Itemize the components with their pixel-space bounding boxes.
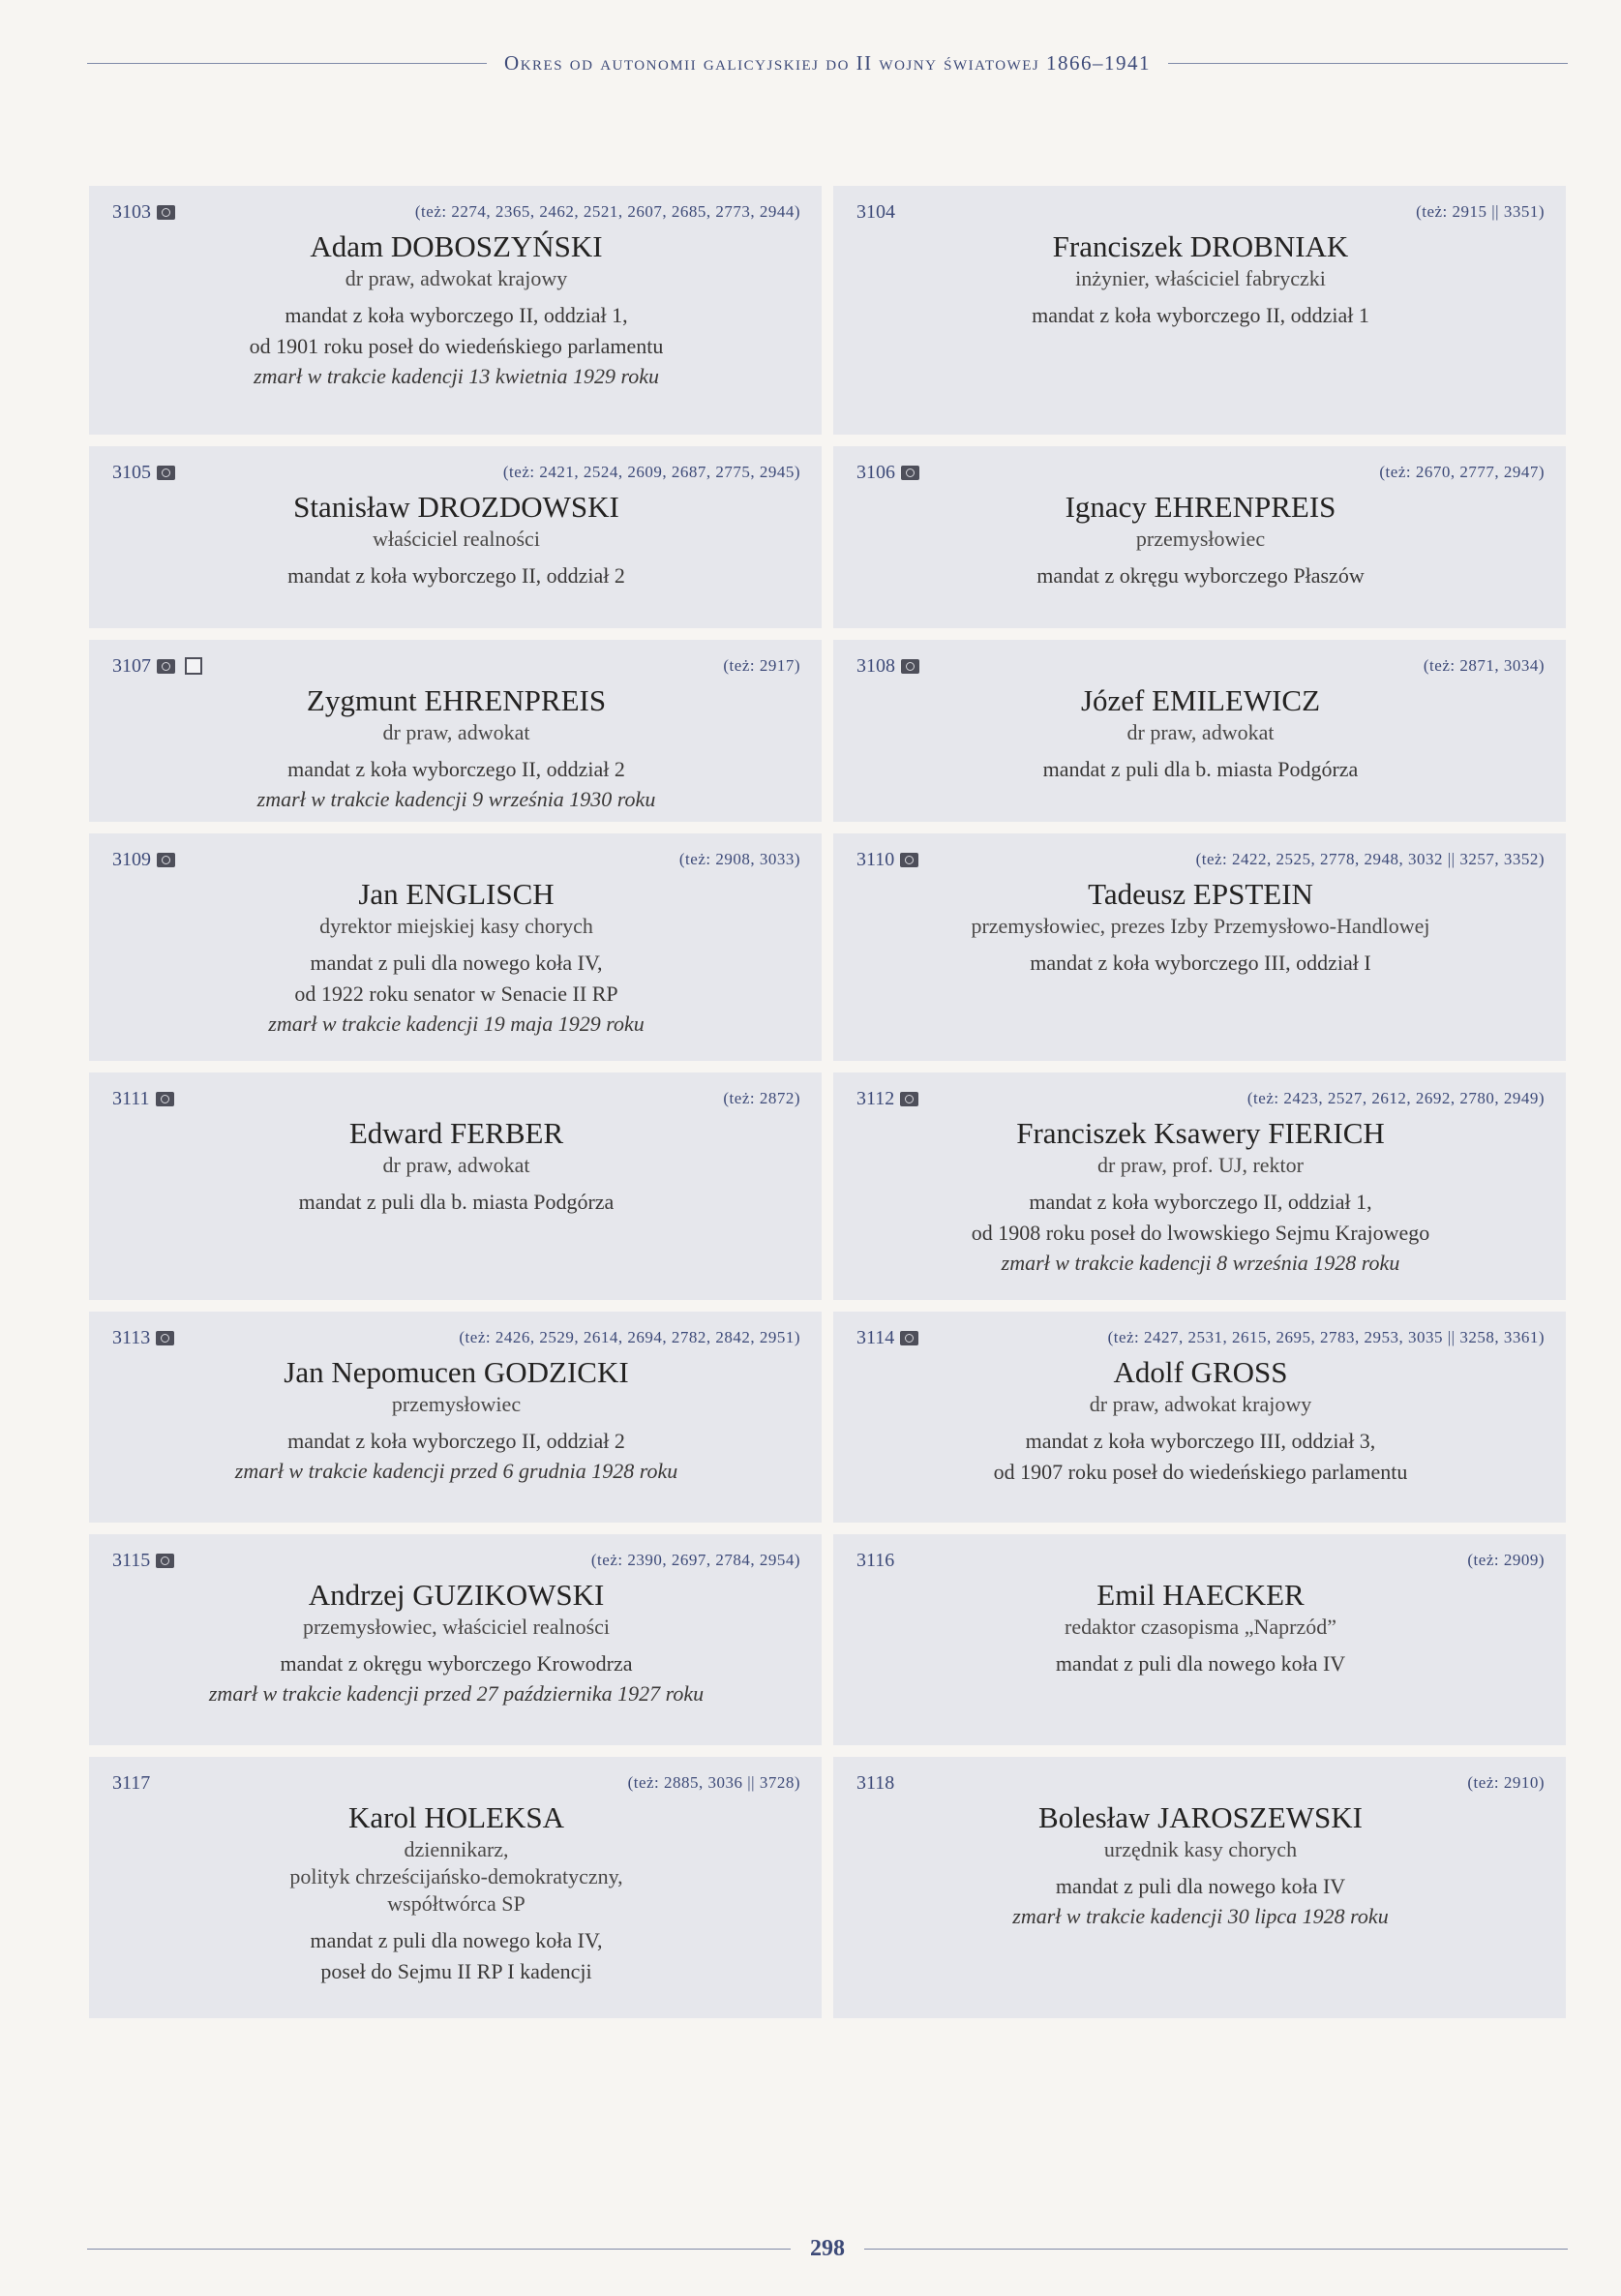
- mandate-block: [112, 1925, 800, 1987]
- entry-number-group: [112, 1327, 174, 1349]
- cross-reference: (też: 2427, 2531, 2615, 2695, 2783, 2953, 3035 || 3258, 3361): [1107, 1328, 1545, 1346]
- page-header: [87, 46, 1568, 79]
- entry-header: [856, 460, 1545, 485]
- entry-card: [89, 1534, 822, 1745]
- person-role: dr praw, adwokat krajowy: [345, 266, 568, 290]
- mandate-line: mandat z koła wyborczego II, oddział 1,: [285, 303, 628, 327]
- person-name: Stanisław DROZDOWSKI: [293, 490, 619, 524]
- person-role: urzędnik kasy chorych: [1103, 1837, 1298, 1861]
- person-role: redaktor czasopisma „Naprzód”: [1065, 1615, 1336, 1639]
- person-role: dr praw, adwokat: [382, 1153, 530, 1177]
- entry-number-group: [112, 849, 175, 871]
- death-note: zmarł w trakcie kadencji 9 września 1930 roku: [256, 787, 656, 811]
- entry-card: [833, 446, 1566, 628]
- entry-number-group: [112, 462, 175, 484]
- entry-body: [112, 1115, 800, 1218]
- entry-header: [112, 653, 800, 679]
- entry-body: [112, 1799, 800, 1987]
- entry-card: [89, 833, 822, 1061]
- entry-number: 3112: [856, 1087, 895, 1109]
- person-role: dziennikarz,: [404, 1837, 509, 1861]
- entry-header: [112, 1086, 800, 1111]
- entry-header: [856, 1548, 1545, 1573]
- entry-number: 3113: [112, 1326, 151, 1348]
- entry-number: 3114: [856, 1326, 895, 1348]
- entry-body: [856, 1115, 1545, 1278]
- entry-body: [112, 682, 800, 814]
- entry-header: [856, 199, 1545, 225]
- person-role: polityk chrześcijańsko-demokratyczny,: [289, 1864, 623, 1888]
- entry-number: 3111: [112, 1087, 150, 1109]
- footer-rule-left: [87, 2249, 791, 2250]
- person-name: Andrzej GUZIKOWSKI: [308, 1578, 605, 1612]
- camera-icon: [901, 466, 919, 480]
- death-note: zmarł w trakcie kadencji 19 maja 1929 roku: [268, 1012, 645, 1036]
- entry-body: [856, 1354, 1545, 1488]
- entry-number: 3117: [112, 1771, 151, 1794]
- entry-number: 3107: [112, 654, 151, 677]
- person-name: Karol HOLEKSA: [348, 1800, 564, 1834]
- entry-body: [856, 876, 1545, 979]
- entry-body: [112, 489, 800, 591]
- entry-number: 3106: [856, 461, 895, 483]
- mandate-line: mandat z koła wyborczego III, oddział 3,: [1025, 1429, 1376, 1453]
- cross-reference: (też: 2910): [1467, 1773, 1545, 1792]
- entry-body: [112, 876, 800, 1039]
- entry-card: [833, 1757, 1566, 2018]
- death-note: zmarł w trakcie kadencji 30 lipca 1928 roku: [1012, 1904, 1389, 1928]
- page-number: 298: [810, 2235, 845, 2261]
- entry-header: [856, 1086, 1545, 1111]
- entry-card: [89, 1312, 822, 1523]
- entry-header: [856, 1770, 1545, 1796]
- person-role: współtwórca SP: [387, 1891, 525, 1916]
- entry-number: 3109: [112, 848, 151, 870]
- camera-icon: [157, 466, 175, 480]
- cross-reference: (też: 2915 || 3351): [1416, 202, 1545, 221]
- person-role: dr praw, adwokat: [1126, 720, 1275, 744]
- page-footer: [87, 2232, 1568, 2265]
- entry-card: [89, 1072, 822, 1300]
- entry-header: [112, 460, 800, 485]
- mandate-line: mandat z koła wyborczego II, oddział 1: [1032, 303, 1369, 327]
- mandate-block: [856, 754, 1545, 785]
- entry-number: 3103: [112, 200, 151, 223]
- camera-icon: [156, 1554, 174, 1568]
- person-name: Adolf GROSS: [1113, 1355, 1288, 1389]
- entry-card: [89, 1757, 822, 2018]
- cross-reference: (też: 2909): [1467, 1551, 1545, 1569]
- person-name: Ignacy EHRENPREIS: [1065, 490, 1336, 524]
- person-name: Franciszek Ksawery FIERICH: [1016, 1116, 1385, 1150]
- entry-number-group: [112, 1088, 174, 1110]
- mandate-block: [856, 300, 1545, 331]
- death-note: zmarł w trakcie kadencji 8 września 1928 roku: [1001, 1251, 1400, 1275]
- entry-number-group: [856, 1550, 894, 1572]
- cross-reference: (też: 2426, 2529, 2614, 2694, 2782, 2842, 2951): [459, 1328, 800, 1346]
- camera-icon: [157, 205, 175, 220]
- camera-icon: [156, 1092, 174, 1106]
- camera-icon: [900, 853, 918, 867]
- person-name: Bolesław JAROSZEWSKI: [1038, 1800, 1363, 1834]
- cross-reference: (też: 2908, 3033): [678, 850, 800, 868]
- death-note: zmarł w trakcie kadencji przed 27 października 1927 roku: [208, 1681, 705, 1706]
- mandate-line: mandat z koła wyborczego II, oddział 1,: [1029, 1190, 1372, 1214]
- entry-header: [112, 1548, 800, 1573]
- entry-header: [856, 847, 1545, 872]
- person-role: przemysłowiec, prezes Izby Przemysłowo-Handlowej: [971, 914, 1430, 938]
- mandate-block: [112, 754, 800, 785]
- mandate-line: mandat z puli dla nowego koła IV: [1055, 1651, 1346, 1676]
- cross-reference: (też: 2421, 2524, 2609, 2687, 2775, 2945): [502, 463, 800, 481]
- mandate-line: mandat z okręgu wyborczego Krowodrza: [280, 1651, 633, 1676]
- entry-header: [112, 199, 800, 225]
- camera-icon: [901, 659, 919, 674]
- mandate-line: mandat z koła wyborczego III, oddział I: [1030, 951, 1371, 975]
- person-name: Jan Nepomucen GODZICKI: [284, 1355, 629, 1389]
- entry-number: 3110: [856, 848, 895, 870]
- cross-reference: (też: 2872): [723, 1089, 800, 1107]
- person-role: dr praw, adwokat krajowy: [1089, 1392, 1312, 1416]
- mandate-block: [856, 1187, 1545, 1249]
- entry-body: [856, 1799, 1545, 1931]
- entry-number: 3108: [856, 654, 895, 677]
- camera-icon: [157, 659, 175, 674]
- entry-number: 3118: [856, 1771, 895, 1794]
- person-name: Adam DOBOSZYŃSKI: [310, 229, 603, 263]
- person-role: przemysłowiec: [1135, 527, 1266, 551]
- cross-reference: (też: 2422, 2525, 2778, 2948, 3032 || 3257, 3352): [1195, 850, 1545, 868]
- entry-header: [112, 1325, 800, 1350]
- person-role: przemysłowiec, właściciel realności: [302, 1615, 611, 1639]
- entry-card: [833, 1312, 1566, 1523]
- person-name: Emil HAECKER: [1096, 1578, 1305, 1612]
- camera-icon: [900, 1331, 918, 1345]
- entry-number-group: [112, 201, 175, 224]
- person-role: przemysłowiec: [391, 1392, 522, 1416]
- person-role: inżynier, właściciel fabryczki: [1075, 266, 1326, 290]
- entry-number: 3105: [112, 461, 151, 483]
- cross-reference: (też: 2917): [723, 656, 800, 675]
- mandate-block: [856, 560, 1545, 591]
- running-title: Okres od autonomii galicyjskiej do II wojny światowej 1866–1941: [504, 50, 1151, 75]
- mandate-block: [856, 1426, 1545, 1488]
- person-name: Zygmunt EHRENPREIS: [306, 683, 607, 717]
- header-rule-left: [87, 63, 487, 64]
- entry-number-group: [856, 462, 919, 484]
- entry-number-group: [856, 1327, 918, 1349]
- entry-header: [112, 847, 800, 872]
- mandate-line: od 1922 roku senator w Senacie II RP: [294, 982, 618, 1006]
- entry-number-group: [112, 655, 202, 678]
- mandate-block: [856, 1648, 1545, 1679]
- entry-body: [112, 1577, 800, 1708]
- entry-number-group: [112, 1772, 150, 1795]
- entry-number: 3116: [856, 1549, 895, 1571]
- mandate-line: od 1907 roku poseł do wiedeńskiego parlamentu: [993, 1460, 1408, 1484]
- person-role: dr praw, prof. UJ, rektor: [1096, 1153, 1304, 1177]
- entry-number-group: [856, 1088, 918, 1110]
- mandate-line: od 1901 roku poseł do wiedeńskiego parlamentu: [249, 334, 664, 358]
- cross-reference: (też: 2670, 2777, 2947): [1379, 463, 1545, 481]
- entry-card: [833, 1534, 1566, 1745]
- entry-card: [89, 186, 822, 435]
- person-role: właściciel realności: [373, 527, 540, 551]
- entry-body: [112, 1354, 800, 1486]
- entry-header: [856, 653, 1545, 679]
- camera-icon: [156, 1331, 174, 1345]
- mandate-line: mandat z koła wyborczego II, oddział 2: [287, 563, 625, 588]
- mandate-line: mandat z puli dla nowego koła IV,: [310, 1928, 603, 1952]
- mandate-block: [112, 948, 800, 1010]
- entries-grid: [89, 186, 1566, 2018]
- cross-reference: (też: 2390, 2697, 2784, 2954): [590, 1551, 800, 1569]
- entry-number-group: [856, 655, 919, 678]
- entry-number-group: [112, 1550, 174, 1572]
- death-note: zmarł w trakcie kadencji 13 kwietnia 1929 roku: [254, 364, 659, 388]
- entry-header: [856, 1325, 1545, 1350]
- mandate-block: [112, 1648, 800, 1679]
- camera-icon: [900, 1092, 918, 1106]
- mandate-line: od 1908 roku poseł do lwowskiego Sejmu Krajowego: [971, 1221, 1430, 1245]
- mandate-block: [856, 1871, 1545, 1902]
- mandate-line: mandat z puli dla b. miasta Podgórza: [1042, 757, 1359, 781]
- camera-icon: [157, 853, 175, 867]
- entry-number: 3104: [856, 200, 895, 223]
- entry-header: [112, 1770, 800, 1796]
- entry-number-group: [856, 1772, 894, 1795]
- cross-reference: (też: 2885, 3036 || 3728): [627, 1773, 800, 1792]
- person-role: dyrektor miejskiej kasy chorych: [319, 914, 593, 938]
- entry-number: 3115: [112, 1549, 151, 1571]
- entry-card: [833, 833, 1566, 1061]
- entry-body: [856, 1577, 1545, 1679]
- footer-rule-right: [864, 2249, 1568, 2250]
- entry-number-group: [856, 201, 895, 224]
- mandate-block: [112, 560, 800, 591]
- mandate-block: [112, 300, 800, 362]
- death-note: zmarł w trakcie kadencji przed 6 grudnia 1928 roku: [234, 1459, 678, 1483]
- mandate-line: poseł do Sejmu II RP I kadencji: [320, 1959, 592, 1983]
- mandate-line: mandat z puli dla nowego koła IV,: [310, 951, 603, 975]
- entry-card: [89, 446, 822, 628]
- mandate-line: mandat z puli dla nowego koła IV: [1055, 1874, 1346, 1898]
- entry-card: [833, 640, 1566, 822]
- mandate-line: mandat z koła wyborczego II, oddział 2: [287, 757, 625, 781]
- person-name: Edward FERBER: [348, 1116, 564, 1150]
- entry-number-group: [856, 849, 918, 871]
- entry-body: [856, 228, 1545, 331]
- header-rule-right: [1168, 63, 1568, 64]
- entry-card: [833, 1072, 1566, 1300]
- mandate-line: mandat z koła wyborczego II, oddział 2: [287, 1429, 625, 1453]
- cross-reference: (też: 2871, 3034): [1423, 656, 1545, 675]
- mandate-block: [112, 1187, 800, 1218]
- mandate-line: mandat z okręgu wyborczego Płaszów: [1036, 563, 1365, 588]
- entry-card: [833, 186, 1566, 435]
- entry-body: [856, 489, 1545, 591]
- entry-body: [856, 682, 1545, 785]
- mandate-block: [856, 948, 1545, 979]
- entry-body: [112, 228, 800, 391]
- person-name: Franciszek DROBNIAK: [1052, 229, 1349, 263]
- person-name: Tadeusz EPSTEIN: [1088, 877, 1313, 911]
- person-name: Józef EMILEWICZ: [1080, 683, 1321, 717]
- square-icon: [185, 657, 202, 675]
- person-name: Jan ENGLISCH: [358, 877, 555, 911]
- mandate-line: mandat z puli dla b. miasta Podgórza: [298, 1190, 615, 1214]
- cross-reference: (też: 2274, 2365, 2462, 2521, 2607, 2685, 2773, 2944): [414, 202, 800, 221]
- entry-card: [89, 640, 822, 822]
- person-role: dr praw, adwokat: [382, 720, 530, 744]
- mandate-block: [112, 1426, 800, 1457]
- cross-reference: (też: 2423, 2527, 2612, 2692, 2780, 2949): [1246, 1089, 1545, 1107]
